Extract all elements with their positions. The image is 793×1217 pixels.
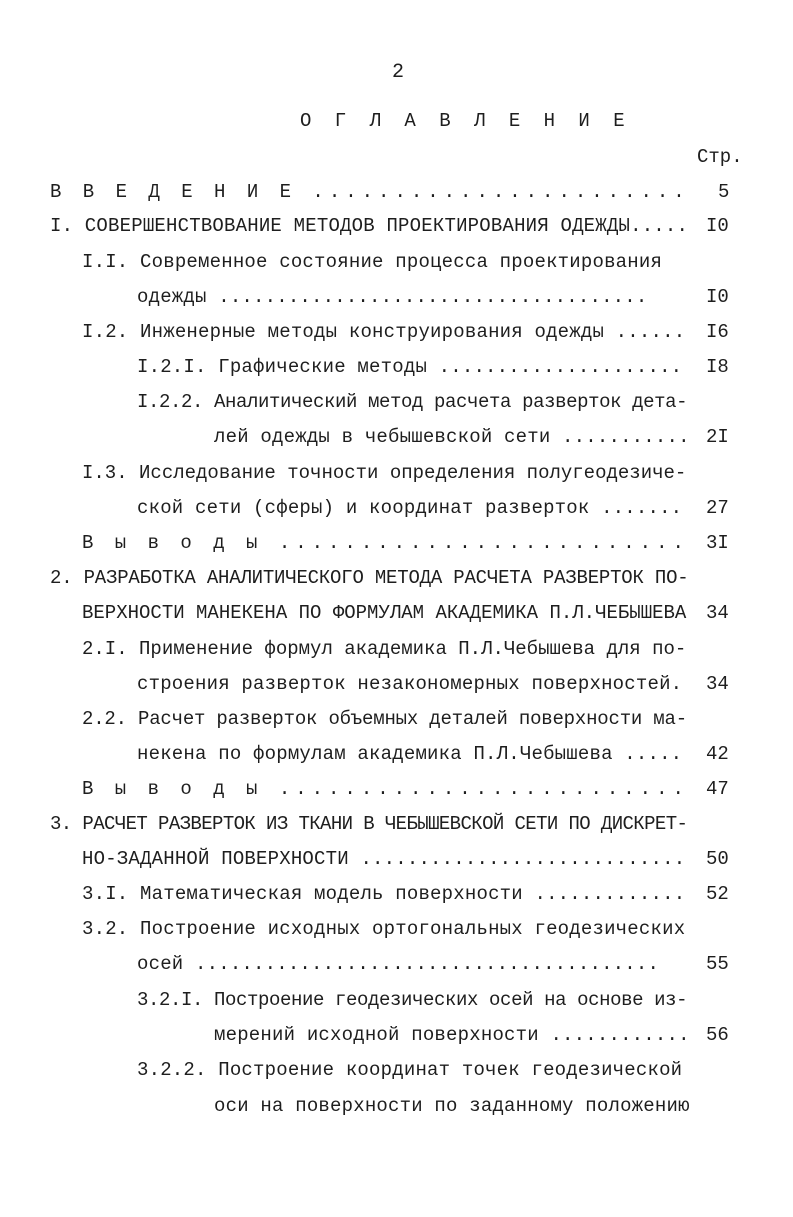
toc-entry-text: строения разверток незакономерных поверхностей.: [137, 673, 683, 695]
toc-entry-text: оси на поверхности по заданному положению: [214, 1095, 690, 1117]
toc-entry-page: 3I: [706, 532, 729, 554]
toc-entry-page: 2I: [706, 426, 729, 448]
toc-entry-text: 3.2. Построение исходных ортогональных геодезических: [82, 918, 686, 940]
toc-entry-text: I.2.2. Аналитический метод расчета разверток дета-: [137, 391, 688, 413]
toc-entry-text: лей одежды в чебышевской сети ...........: [214, 426, 690, 448]
toc-entry-page: I8: [706, 356, 729, 378]
toc-title: О Г Л А В Л Е Н И Е: [300, 110, 631, 132]
toc-entry-text: I. СОВЕРШЕНСТВОВАНИЕ МЕТОДОВ ПРОЕКТИРОВАНИЯ ОДЕЖДЫ.....: [50, 215, 689, 237]
toc-entry-page: 42: [706, 743, 729, 765]
toc-entry-page: 34: [706, 602, 729, 624]
toc-entry-text: В ы в о д ы .........................: [82, 778, 689, 800]
toc-entry-text: I.3. Исследование точности определения полугеодезиче-: [82, 462, 687, 484]
toc-entry-text: некена по формулам академика П.Л.Чебышева .....: [137, 743, 683, 765]
toc-entry-text: ской сети (сферы) и координат разверток .......: [137, 497, 683, 519]
toc-entry-page: 27: [706, 497, 729, 519]
toc-entry-page: I0: [706, 215, 729, 237]
toc-entry-text: одежды .....................................: [137, 286, 648, 308]
toc-entry-text: 3.2.2. Построение координат точек геодезической: [137, 1059, 683, 1081]
toc-entry-page: I6: [706, 321, 729, 343]
toc-entry-text: 2.I. Применение формул академика П.Л.Чебышева для по-: [82, 638, 687, 660]
page-column-header: Стр.: [697, 146, 743, 168]
toc-entry-text: В ы в о д ы .........................: [82, 532, 689, 554]
toc-entry-text: мерений исходной поверхности ............: [214, 1024, 690, 1046]
toc-entry-page: 47: [706, 778, 729, 800]
toc-entry-text: I.2.I. Графические методы .....................: [137, 356, 683, 378]
toc-entry-text: 2. РАЗРАБОТКА АНАЛИТИЧЕСКОГО МЕТОДА РАСЧЕТА РАЗВЕРТОК ПО-: [50, 567, 689, 589]
toc-entry-page: 56: [706, 1024, 729, 1046]
toc-entry-text: I.I. Современное состояние процесса проектирования: [82, 251, 663, 273]
toc-entry-text: ВЕРХНОСТИ МАНЕКЕНА ПО ФОРМУЛАМ АКАДЕМИКА П.Л.ЧЕБЫШЕВА: [82, 602, 687, 624]
toc-entry-page: 50: [706, 848, 729, 870]
toc-entry-page: I0: [706, 286, 729, 308]
page-number: 2: [392, 61, 405, 84]
toc-entry-text: 2.2. Расчет разверток объемных деталей поверхности ма-: [82, 708, 687, 730]
toc-entry-text: осей ........................................: [137, 953, 660, 975]
toc-entry-text: НО-ЗАДАННОЙ ПОВЕРХНОСТИ ............................: [82, 848, 686, 870]
toc-entry-page: 55: [706, 953, 729, 975]
toc-entry-text: 3.2.I. Построение геодезических осей на основе из-: [137, 989, 688, 1011]
toc-entry-page: 34: [706, 673, 729, 695]
toc-entry-text: 3.I. Математическая модель поверхности .............: [82, 883, 686, 905]
toc-entry-page: 5: [718, 181, 730, 203]
toc-entry-page: 52: [706, 883, 729, 905]
toc-entry-text: В В Е Д Е Н И Е .......................: [50, 181, 690, 203]
toc-entry-text: 3. РАСЧЕТ РАЗВЕРТОК ИЗ ТКАНИ В ЧЕБЫШЕВСКОЙ СЕТИ ПО ДИСКРЕТ-: [50, 813, 688, 835]
toc-entry-text: I.2. Инженерные методы конструирования одежды ......: [82, 321, 686, 343]
